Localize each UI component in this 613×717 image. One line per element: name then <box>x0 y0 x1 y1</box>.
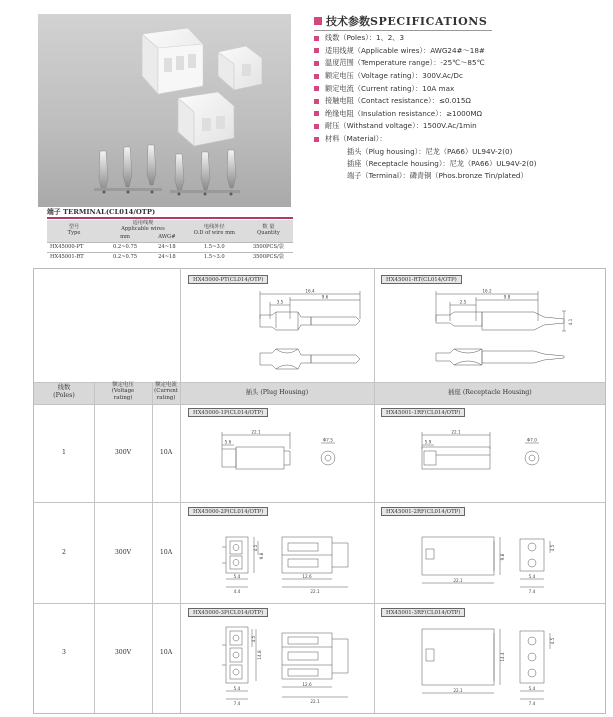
row2-current: 10A <box>159 549 173 556</box>
dim-p3-a: 5.4 <box>233 686 241 691</box>
receptacle-3rf-drawing <box>412 621 562 711</box>
header-plug-housing: 插头 (Plug Housing) <box>245 389 309 396</box>
part-tag-3p: HX45000-3P(CL014/OTP) <box>188 608 268 617</box>
spec-list <box>314 32 609 183</box>
heading-bullet-icon <box>314 17 322 25</box>
terminal-title-bar <box>47 217 293 219</box>
spec-heading <box>314 13 492 29</box>
header-voltage: 额定电压 (Voltage rating) <box>111 382 135 401</box>
dim-r3-h2: 4.5 <box>550 637 555 645</box>
rt-terminal-drawing <box>426 289 576 379</box>
pt-terminal-drawing <box>256 289 364 379</box>
receptacle-2rf-drawing <box>412 527 562 597</box>
dim-r2-h2: 4.5 <box>550 544 555 552</box>
heading-underline <box>314 30 492 31</box>
dim-r2-h: 9.8 <box>500 553 505 561</box>
header-receptacle-housing: 插座 (Receptacle Housing) <box>448 389 532 396</box>
row3-poles: 3 <box>62 649 66 656</box>
dim-p3-len: 22.1 <box>310 699 320 704</box>
header-poles: 线数 (Poles) <box>53 384 75 399</box>
dim-p2-b: 4.4 <box>233 589 241 594</box>
header-current: 额定电流 (Current rating) <box>154 382 178 401</box>
terminal-table: 型号 Type 适用线规 Applicable wires 电线外径 O.D of wire mm 数 量 Quantity mm AWG# HX45000-PT 0.2~0.75 24~18 1.5~3.0 3500PCS/袋 HX45001-RT 0.2~0.75 24~18 1.5~3.0 3500PCS/袋 <box>47 220 293 261</box>
spec-row: 耐压（Withstand voltage）：1500V.Ac/1min <box>314 120 609 133</box>
product-photo <box>38 14 291 207</box>
receptacle-1rf-drawing <box>412 429 552 479</box>
bullet-icon <box>314 48 319 53</box>
part-tag-1rf: HX45001-1RF(CL014/OTP) <box>381 408 465 417</box>
dim-p2-w: 12.6 <box>302 574 312 579</box>
spec-row: 材料（Material）： <box>314 133 609 146</box>
connector-illustration <box>38 14 291 207</box>
material-terminal: 端子（Terminal）：磷青铜（Phos.bronze Tin/plated） <box>347 171 528 181</box>
dim-rt-h: 4.1 <box>568 318 573 326</box>
bullet-icon <box>314 36 319 41</box>
dim-p2-a: 5.4 <box>233 574 241 579</box>
dim-p3-b: 7.4 <box>233 701 241 706</box>
dim-p3-h2: 14.8 <box>257 650 262 660</box>
dim-pt-a: 3.5 <box>276 299 284 305</box>
bullet-icon <box>314 111 319 116</box>
table-row: HX45001-RT 0.2~0.75 24~18 1.5~3.0 3500PCS/袋 <box>47 252 293 261</box>
spec-row: 线数（Poles）：1、2、3 <box>314 32 609 45</box>
part-tag-3rf: HX45001-3RF(CL014/OTP) <box>381 608 465 617</box>
plug-2p-drawing <box>218 527 368 597</box>
terminal-title: 端子 TERMINAL(CL014/OTP) <box>47 206 155 216</box>
dim-r2-len: 22.1 <box>453 578 463 583</box>
dim-rt-total: 16.2 <box>482 289 492 294</box>
row3-voltage: 300V <box>114 649 132 656</box>
dim-r2-a: 5.4 <box>528 574 536 579</box>
dim-p1-d: Φ7.5 <box>323 437 333 443</box>
part-tag-2p: HX45000-2P(CL014/OTP) <box>188 507 268 516</box>
bullet-icon <box>314 137 319 142</box>
dim-r3-len: 22.1 <box>453 688 463 693</box>
material-plug: 插头（Plug housing）：尼龙（PA66）UL94V-2(0) <box>347 146 513 156</box>
row1-voltage: 300V <box>114 449 132 456</box>
dim-r3-h: 14.4 <box>500 652 505 662</box>
spec-row: 绝缘电阻（Insulation resistance）：≥1000MΩ <box>314 108 609 121</box>
dim-pt-b: 9.6 <box>321 294 329 300</box>
dim-rt-a: 2.5 <box>459 299 467 305</box>
row2-poles: 2 <box>62 549 66 556</box>
spec-row: 额定电压（Voltage rating）：300V.Ac/Dc <box>314 70 609 83</box>
table-row: HX45000-PT 0.2~0.75 24~18 1.5~3.0 3500PCS/袋 <box>47 242 293 252</box>
dim-p2-h1: 9.8 <box>259 552 264 560</box>
drawing-grid <box>33 268 606 714</box>
dim-p3-h1: 4.5 <box>251 635 256 643</box>
row2-voltage: 300V <box>114 549 132 556</box>
part-tag-2rf: HX45001-2RF(CL014/OTP) <box>381 507 465 516</box>
bullet-icon <box>314 124 319 129</box>
dim-p2-len: 22.1 <box>310 589 320 594</box>
spec-row: 额定电流（Current rating）：10A max <box>314 82 609 95</box>
dim-p2-h2: 4.5 <box>253 544 258 552</box>
row1-poles: 1 <box>62 449 66 456</box>
part-tag-rt: HX45001-RT(CL014/OTP) <box>381 275 462 284</box>
spec-row: 温度范围（Temperature range）：-25℃～85℃ <box>314 57 609 70</box>
dim-r3-b: 7.4 <box>528 701 536 706</box>
spec-title: 技术参数SPECIFICATIONS <box>326 15 488 28</box>
dim-p1-a: 5.6 <box>224 439 232 445</box>
dim-r2-b: 7.4 <box>528 589 536 594</box>
bullet-icon <box>314 86 319 91</box>
row1-current: 10A <box>159 449 173 456</box>
dim-pt-total: 16.4 <box>305 289 315 294</box>
spec-row: 接触电阻（Contact resistance）：≤0.015Ω <box>314 95 609 108</box>
bullet-icon <box>314 74 319 79</box>
dim-p1-len: 22.1 <box>251 429 261 435</box>
part-tag-1p: HX45000-1P(CL014/OTP) <box>188 408 268 417</box>
bullet-icon <box>314 61 319 66</box>
part-tag-pt: HX45000-PT(CL014/OTP) <box>188 275 268 284</box>
plug-3p-drawing <box>218 621 368 711</box>
dim-r3-a: 5.4 <box>528 686 536 691</box>
dim-r1-d: Φ7.0 <box>527 437 537 443</box>
dim-p3-w: 12.6 <box>302 682 312 687</box>
material-receptacle: 插座（Receptacle housing）：尼龙（PA66）UL94V-2(0) <box>347 158 537 168</box>
spec-row: 适用线规（Applicable wires）：AWG24#～18# <box>314 45 609 58</box>
bullet-icon <box>314 99 319 104</box>
dim-r1-a: 5.9 <box>424 439 432 445</box>
dim-rt-b: 9.8 <box>503 294 511 300</box>
row3-current: 10A <box>159 649 173 656</box>
dim-r1-len: 22.1 <box>451 429 461 435</box>
plug-1p-drawing <box>212 429 352 479</box>
